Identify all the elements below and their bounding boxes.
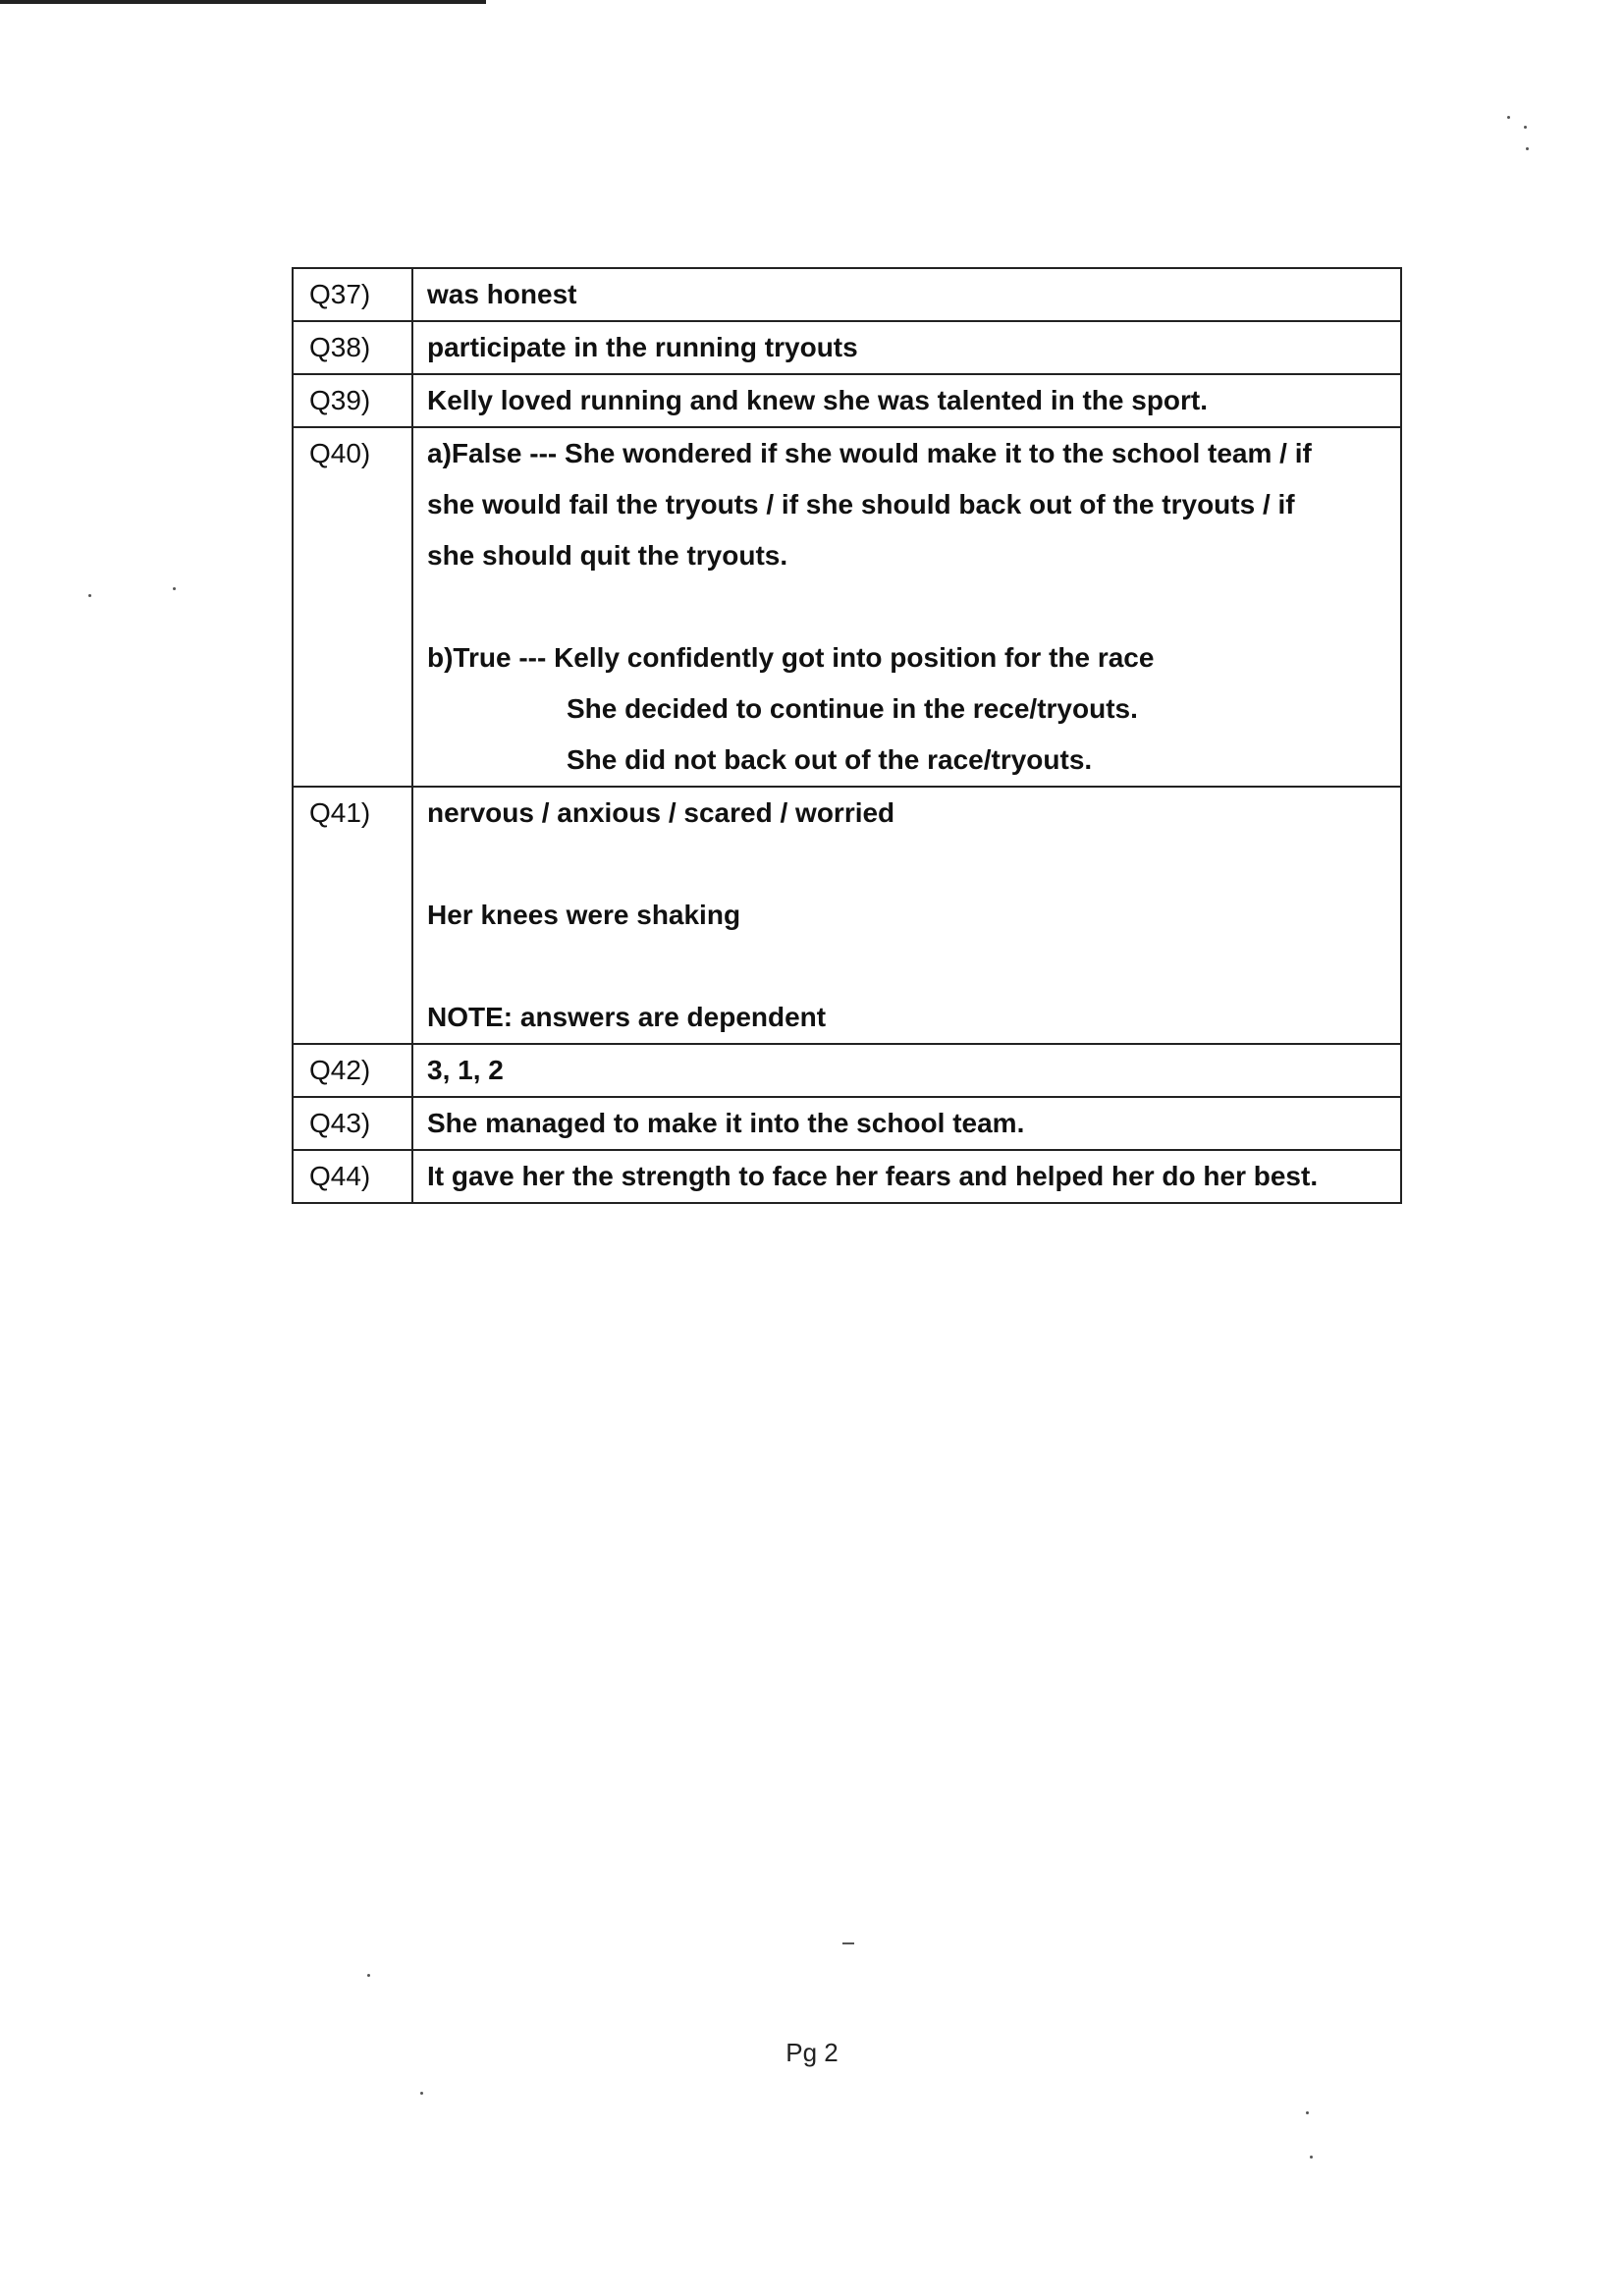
table-row — [293, 268, 1401, 321]
scan-speck — [1524, 126, 1527, 129]
answer-line: 3, 1, 2 — [427, 1055, 504, 1085]
question-number: Q42) — [293, 1044, 412, 1097]
table-row — [293, 1097, 1401, 1150]
spacer — [427, 839, 1400, 890]
answer-cell — [412, 1044, 1401, 1097]
answer-line: Her knees were shaking — [427, 900, 741, 930]
answer-line: She managed to make it into the school team. — [427, 1108, 1025, 1138]
answer-line: It gave her the strength to face her fears and helped her do her best. — [427, 1161, 1319, 1191]
answer-line: she should quit the tryouts. — [427, 540, 788, 571]
table-row — [293, 1150, 1401, 1203]
question-number: Q44) — [293, 1150, 412, 1203]
answer-cell — [412, 1150, 1401, 1203]
answer-line: She did not back out of the race/tryouts. — [567, 744, 1093, 775]
answer-cell — [412, 321, 1401, 374]
page-number: Pg 2 — [785, 2038, 839, 2067]
question-number: Q41) — [293, 787, 412, 1044]
table-row — [293, 1044, 1401, 1097]
question-number: Q37) — [293, 268, 412, 321]
answer-table — [292, 267, 1402, 1204]
table-row — [293, 787, 1401, 1044]
spacer — [427, 581, 1400, 632]
answer-cell — [412, 268, 1401, 321]
answer-line: was honest — [427, 279, 577, 309]
scan-speck — [173, 587, 176, 590]
answer-line: b)True --- Kelly confidently got into position for the race — [427, 642, 1155, 673]
scan-speck — [88, 594, 91, 597]
answer-line: nervous / anxious / scared / worried — [427, 797, 895, 828]
table-row — [293, 374, 1401, 427]
scan-speck — [420, 2092, 423, 2095]
answer-line: she would fail the tryouts / if she should back out of the tryouts / if — [427, 489, 1295, 519]
answer-line: a)False --- She wondered if she would make it to the school team / if — [427, 438, 1312, 468]
scan-speck — [1507, 116, 1510, 119]
question-number: Q38) — [293, 321, 412, 374]
question-number: Q39) — [293, 374, 412, 427]
table-row — [293, 427, 1401, 787]
spacer — [427, 941, 1400, 992]
scan-speck — [842, 1942, 854, 1944]
answer-cell — [412, 1097, 1401, 1150]
question-number: Q40) — [293, 427, 412, 787]
scan-speck — [1306, 2111, 1309, 2114]
answer-cell — [412, 427, 1401, 787]
answer-line: Kelly loved running and knew she was talented in the sport. — [427, 385, 1209, 415]
answer-cell — [412, 374, 1401, 427]
scan-speck — [1526, 147, 1529, 150]
top-rule — [0, 0, 486, 4]
answer-line: She decided to continue in the rece/tryouts. — [567, 693, 1138, 724]
answer-note: NOTE: answers are dependent — [427, 1002, 827, 1032]
answer-cell — [412, 787, 1401, 1044]
question-number: Q43) — [293, 1097, 412, 1150]
scan-speck — [1310, 2156, 1313, 2159]
answer-line: participate in the running tryouts — [427, 332, 858, 362]
scan-speck — [367, 1974, 370, 1977]
table-row — [293, 321, 1401, 374]
